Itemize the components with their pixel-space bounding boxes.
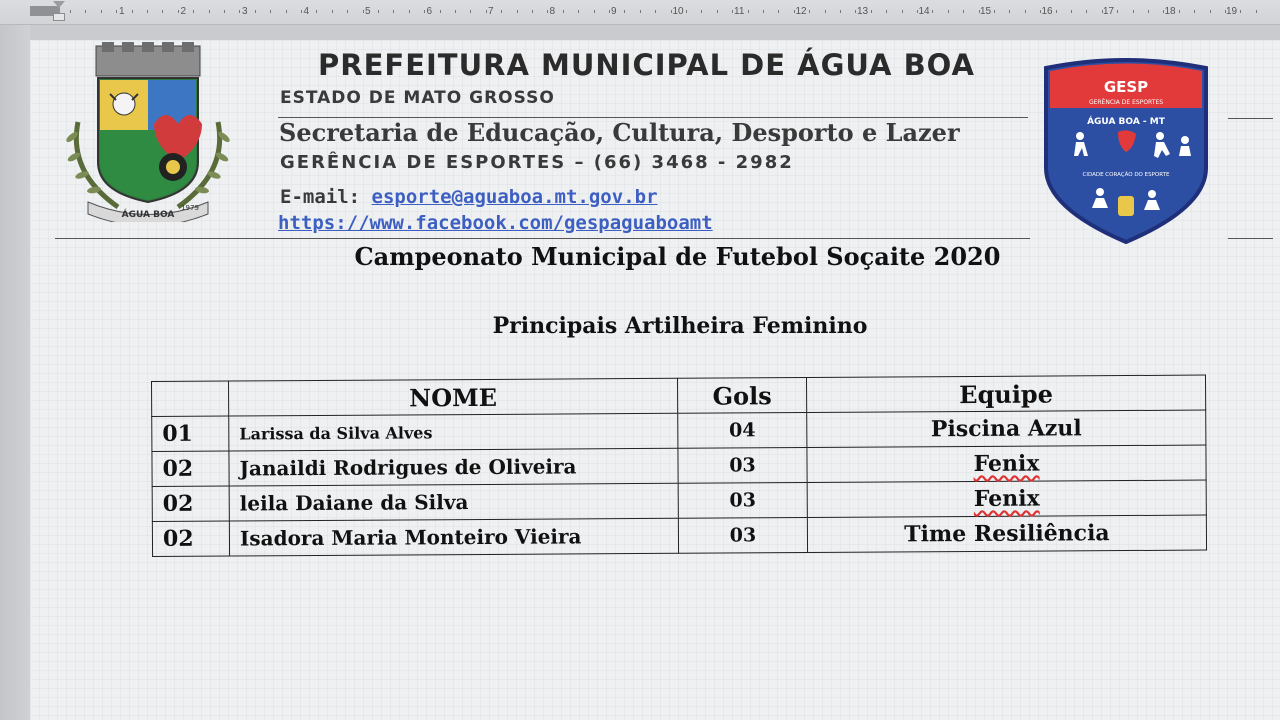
- ruler-tick: [640, 10, 641, 13]
- ruler-number: 1: [119, 6, 125, 17]
- ruler-number: 14: [918, 6, 930, 17]
- ruler-number: 16: [1041, 6, 1053, 17]
- row-index: 02: [152, 521, 229, 556]
- gesp-logo: [1040, 58, 1212, 244]
- ruler-tick: [809, 10, 810, 13]
- ruler-tick: [1163, 10, 1164, 13]
- header-equipe: Equipe: [806, 375, 1205, 412]
- ruler-tick: [409, 10, 410, 13]
- ruler-tick: [825, 10, 826, 13]
- ruler-tick: [1256, 10, 1257, 13]
- ruler-tick: [517, 10, 518, 13]
- ruler-tick: [332, 10, 333, 13]
- ruler-tick: [532, 10, 533, 13]
- ruler-tick: [347, 10, 348, 13]
- ruler-tick: [147, 10, 148, 13]
- team: Time Resiliência: [807, 515, 1206, 552]
- ruler-tick: [316, 10, 317, 13]
- municipality-title: PREFEITURA MUNICIPAL DE ÁGUA BOA: [318, 48, 976, 82]
- ruler-number: 13: [857, 6, 869, 17]
- ruler-tick: [994, 10, 995, 13]
- ruler-tick: [132, 10, 133, 13]
- email-label: E-mail:: [280, 186, 361, 208]
- ruler-tick: [902, 10, 903, 13]
- ruler-tick: [486, 10, 487, 13]
- ruler-tick: [578, 10, 579, 13]
- ruler-tick: [886, 10, 887, 13]
- email-line: [280, 186, 658, 208]
- ruler-number: 18: [1164, 6, 1176, 17]
- ruler-tick: [270, 10, 271, 13]
- goals: 03: [678, 447, 807, 483]
- ruler-number: 11: [734, 6, 745, 17]
- ruler-number: 7: [488, 6, 494, 17]
- ruler-number: 6: [426, 6, 433, 17]
- gesp-city: ÁGUA BOA - MT: [1087, 117, 1165, 127]
- header-rule-right: [1228, 118, 1273, 119]
- ruler-tick: [932, 10, 933, 13]
- ruler-tick: [624, 10, 625, 13]
- ruler-tick: [178, 10, 179, 13]
- horizontal-ruler[interactable]: [0, 0, 1280, 25]
- ruler-tick: [1210, 10, 1211, 13]
- row-index: 01: [152, 416, 229, 451]
- gesp-acronym: GESP: [1103, 78, 1149, 96]
- email-link[interactable]: esporte@aguaboa.mt.gov.br: [371, 186, 658, 208]
- ruler-number: 15: [980, 6, 992, 17]
- ruler-tick: [840, 10, 841, 13]
- ruler-tick: [1102, 10, 1103, 13]
- ruler-tick: [948, 10, 949, 13]
- header-gols: Gols: [677, 377, 806, 413]
- municipal-crest-logo: [58, 42, 238, 222]
- ruler-tick: [917, 10, 918, 13]
- ruler-tick: [778, 10, 779, 13]
- ruler-tick: [162, 10, 163, 13]
- ruler-tick: [363, 10, 364, 13]
- ruler-number: 12: [795, 6, 807, 17]
- ruler-tick: [1225, 10, 1226, 13]
- first-line-indent-handle[interactable]: [53, 1, 65, 8]
- team-name-spellcheck: Fenix: [973, 450, 1040, 477]
- sports-department-phone: GERÊNCIA DE ESPORTES – (66) 3468 - 2982: [280, 152, 794, 173]
- ruler-tick: [116, 10, 117, 13]
- ruler-tick: [855, 10, 856, 13]
- ruler-tick: [378, 10, 379, 13]
- document-left-margin: [0, 24, 30, 720]
- ruler-tick: [1071, 10, 1072, 13]
- crest-ribbon-text: ÁGUA BOA: [121, 210, 175, 220]
- ruler-tick: [1086, 10, 1087, 13]
- ruler-number: 3: [242, 6, 248, 17]
- team: Piscina Azul: [807, 410, 1206, 447]
- ruler-tick: [424, 10, 425, 13]
- player-name: Isadora Maria Monteiro Vieira: [229, 518, 678, 556]
- ruler-number: 8: [549, 6, 556, 17]
- table-row: [152, 515, 1206, 556]
- goals: 04: [678, 412, 807, 448]
- ruler-tick: [871, 10, 872, 13]
- facebook-link[interactable]: https://www.facebook.com/gespaguaboamt: [278, 212, 713, 234]
- ruler-tick: [701, 10, 702, 13]
- player-name: Janaildi Rodrigues de Oliveira: [229, 448, 678, 486]
- goals: 03: [678, 482, 807, 518]
- ruler-tick: [286, 10, 287, 13]
- team-name-spellcheck: Fenix: [973, 485, 1040, 512]
- ruler-tick: [470, 10, 471, 13]
- ruler-tick: [609, 10, 610, 13]
- secretariat-name: Secretaria de Educação, Cultura, Desporto e Lazer: [279, 118, 960, 147]
- ruler-tick: [594, 10, 595, 13]
- ruler-tick: [1025, 10, 1026, 13]
- player-name: leila Daiane da Silva: [229, 483, 678, 521]
- ruler-tick: [655, 10, 656, 13]
- ruler-tick: [1040, 10, 1041, 13]
- ruler-number: 4: [303, 6, 310, 17]
- gesp-subtitle: GERÊNCIA DE ESPORTES: [1088, 99, 1164, 106]
- ruler-tick: [748, 10, 749, 13]
- scorers-subtitle: Principais Artilheira Feminino: [492, 313, 868, 339]
- ruler-tick: [794, 10, 795, 13]
- ruler-number: 19: [1226, 6, 1238, 17]
- ruler-tick: [1179, 10, 1180, 13]
- ruler-tick: [455, 10, 456, 13]
- ruler-number: 10: [672, 6, 684, 17]
- team: [807, 480, 1206, 517]
- row-index: 02: [152, 451, 229, 486]
- ruler-tick: [393, 10, 394, 13]
- ruler-tick: [1117, 10, 1118, 13]
- ruler-number: 9: [611, 6, 617, 17]
- ruler-tick: [547, 10, 548, 13]
- ruler-tick: [979, 10, 980, 13]
- ruler-number: 5: [365, 6, 371, 17]
- ruler-tick: [717, 10, 718, 13]
- ruler-number: 17: [1103, 6, 1115, 17]
- ruler-tick: [255, 10, 256, 13]
- ruler-tick: [1009, 10, 1010, 13]
- ruler-tick: [440, 10, 441, 13]
- ruler-tick: [963, 10, 964, 13]
- ruler-tick: [209, 10, 210, 13]
- ruler-tick: [732, 10, 733, 13]
- ruler-tick: [563, 10, 564, 13]
- ruler-tick: [686, 10, 687, 13]
- ruler-tick: [1240, 10, 1241, 13]
- ruler-tick: [501, 10, 502, 13]
- player-name: Larissa da Silva Alves: [229, 413, 678, 451]
- header-bottom-rule: [55, 238, 1030, 239]
- team: [807, 445, 1206, 482]
- header-nome: NOME: [229, 378, 678, 416]
- championship-title: Campeonato Municipal de Futebol Soçaite 2020: [354, 242, 1001, 271]
- ruler-tick: [1194, 10, 1195, 13]
- ruler-number: 2: [180, 6, 187, 17]
- top-scorers-table: [151, 375, 1207, 557]
- state-name: ESTADO DE MATO GROSSO: [280, 88, 555, 108]
- ruler-tick: [85, 10, 86, 13]
- ruler-tick: [1133, 10, 1134, 13]
- ruler-tick: [301, 10, 302, 13]
- ruler-tick: [239, 10, 240, 13]
- ruler-tick: [193, 10, 194, 13]
- ruler-tick: [1056, 10, 1057, 13]
- ruler-tick: [101, 10, 102, 13]
- left-indent-handle[interactable]: [53, 13, 65, 21]
- ruler-tick: [70, 10, 71, 13]
- ruler-tick: [1148, 10, 1149, 13]
- goals: 03: [678, 517, 807, 553]
- ruler-tick: [671, 10, 672, 13]
- crest-year-text: 1979: [181, 204, 199, 212]
- ruler-tick: [224, 10, 225, 13]
- header-bottom-rule-right: [1228, 238, 1273, 239]
- header-index: [152, 381, 229, 416]
- gesp-motto: CIDADE CORAÇÃO DO ESPORTE: [1082, 172, 1170, 178]
- row-index: 02: [152, 486, 229, 521]
- ruler-tick: [763, 10, 764, 13]
